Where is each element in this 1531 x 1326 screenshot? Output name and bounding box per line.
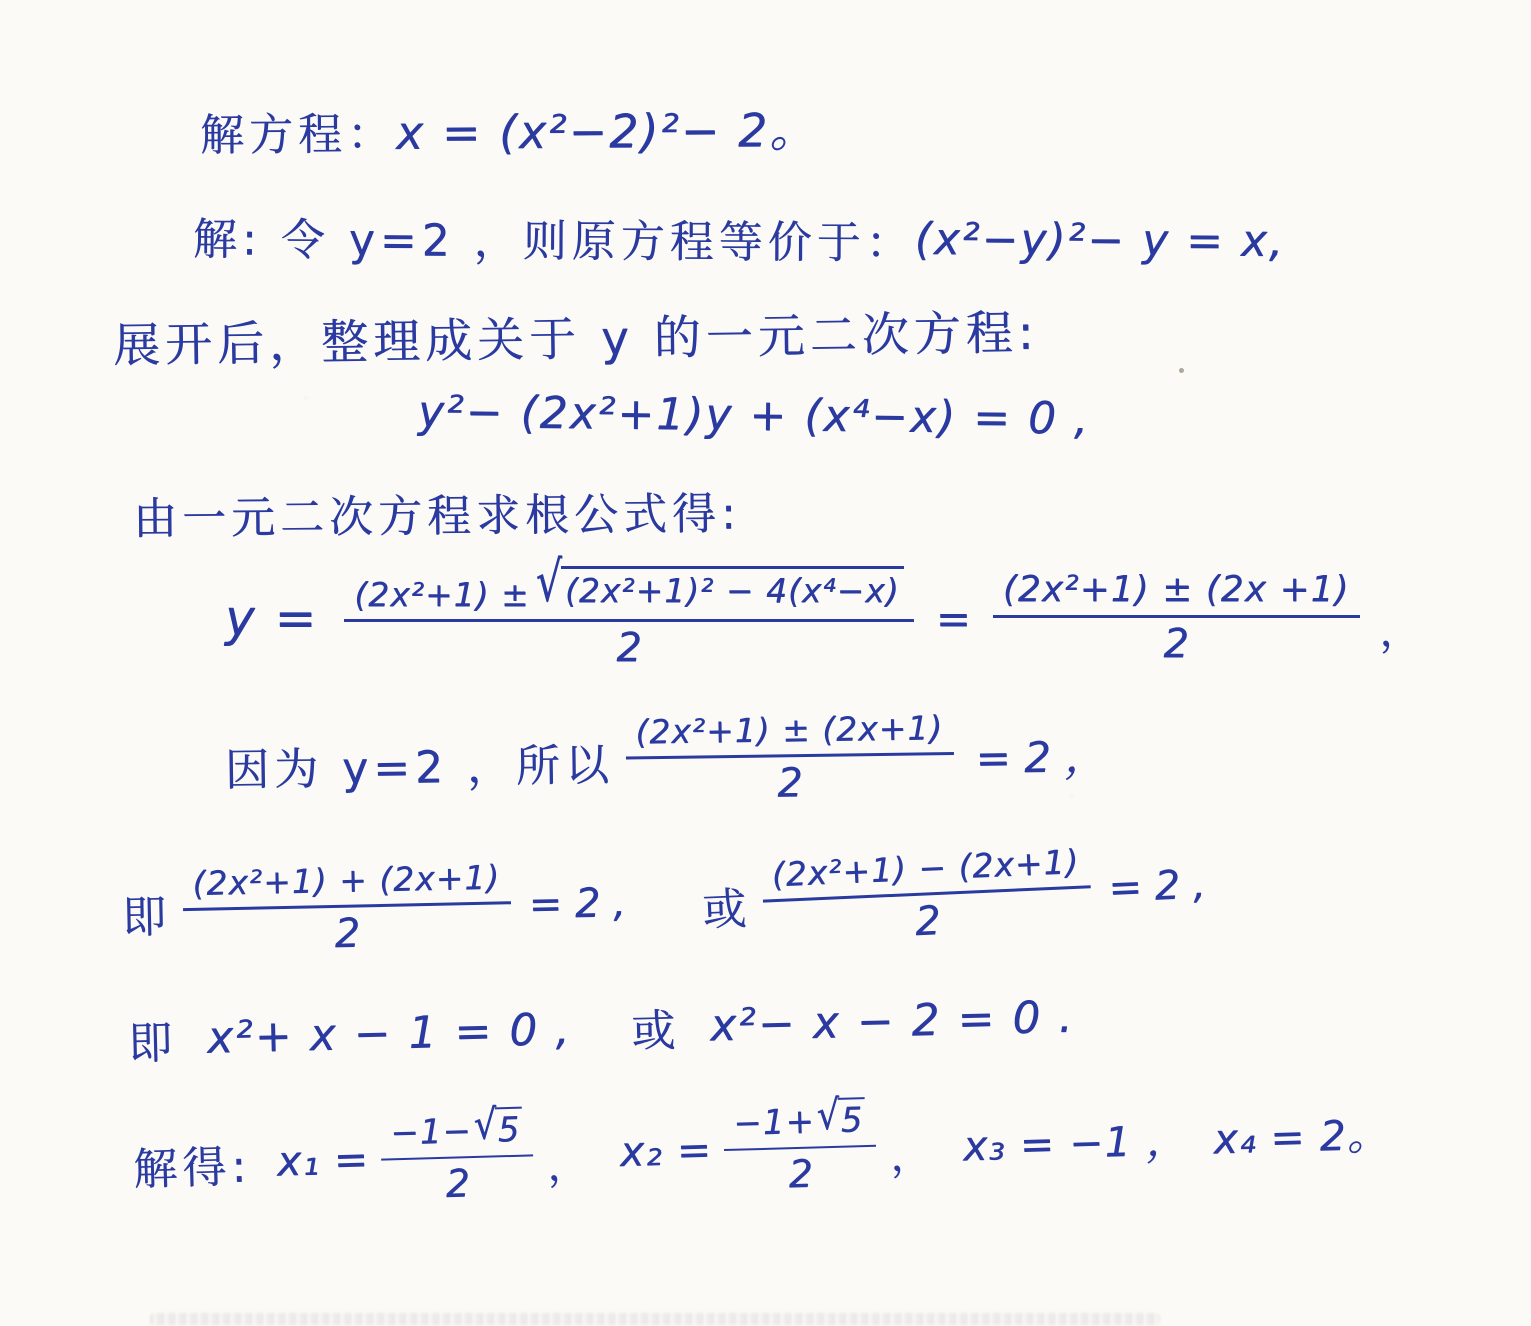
line10-radicand-5: 5 bbox=[838, 1097, 866, 1141]
line6-frac2-numerator: (2x²+1) ± (2x +1) bbox=[993, 569, 1360, 618]
line6-num1-prefix: (2x²+1) ± bbox=[354, 574, 530, 614]
line8-or-label: 或 bbox=[701, 883, 753, 937]
line8-frac2-denominator: 2 bbox=[913, 897, 942, 945]
line6-frac2-denominator: 2 bbox=[1163, 621, 1189, 667]
line8-second-case bbox=[630, 836, 1213, 957]
line4-equation: y²− (2x²+1)y + (x⁴−x) = 0 , bbox=[417, 386, 1091, 445]
line7-denominator: 2 bbox=[777, 760, 804, 807]
line10-radicand-5: 5 bbox=[495, 1106, 523, 1150]
line8-frac2-numerator: (2x²+1) − (2x+1) bbox=[761, 841, 1090, 902]
line9-equation-1: x²+ x − 1 = 0 , bbox=[206, 1003, 572, 1064]
line10-frac2-numerator bbox=[723, 1091, 876, 1150]
paper-speck bbox=[1179, 368, 1184, 373]
line10-x4: x₄ = 2。 bbox=[1212, 1109, 1390, 1163]
line2-equation: (x²−y)²− y = x, bbox=[914, 213, 1286, 267]
radical-symbol-icon: √ bbox=[535, 548, 563, 614]
line1-label: 解方程： bbox=[199, 108, 397, 162]
line10-frac1-numerator bbox=[380, 1100, 533, 1160]
line10-comma-1: ， bbox=[546, 1142, 593, 1190]
line7-equals-2: = 2 ， bbox=[975, 731, 1107, 783]
line10-num2-prefix: −1+ bbox=[732, 1100, 816, 1144]
line-2-substitution bbox=[193, 203, 1285, 273]
line7-numerator: (2x²+1) ± (2x+1) bbox=[625, 708, 953, 760]
line6-fraction-with-radical bbox=[344, 548, 913, 671]
line9-lead-ji: 即 bbox=[127, 1017, 178, 1070]
radical-symbol-icon: √ bbox=[473, 1100, 499, 1149]
line5-text: 由一元二次方程求根公式得: bbox=[132, 488, 742, 545]
line-9-two-quadratics bbox=[127, 984, 1075, 1071]
line8-frac1-denominator: 2 bbox=[334, 910, 361, 957]
line3-text: 展开后，整理成关于 y 的一元二次方程: bbox=[112, 305, 1039, 374]
line10-fraction-x2 bbox=[723, 1091, 878, 1197]
line-6-quadratic-formula bbox=[225, 548, 1425, 688]
line8-frac1-numerator: (2x²+1) + (2x+1) bbox=[182, 857, 511, 911]
line10-x2: x₂ = bbox=[619, 1125, 713, 1176]
line-8-two-cases-fractions bbox=[121, 831, 1213, 974]
line6-radicand: (2x²+1)² − 4(x⁴−x) bbox=[561, 566, 904, 610]
line-7-since-y-equals-2 bbox=[224, 694, 1107, 826]
line-3-expand-note bbox=[113, 296, 1039, 376]
radical bbox=[535, 548, 904, 614]
line7-label: 因为 y=2 ，所以 bbox=[224, 739, 615, 797]
line10-num1-prefix: −1− bbox=[389, 1110, 473, 1153]
line10-frac2-denominator: 2 bbox=[788, 1151, 814, 1196]
line8-equals-2-first: = 2 , bbox=[528, 879, 627, 928]
line8-lead-ji: 即 bbox=[121, 891, 172, 944]
line-10-solutions bbox=[132, 1070, 1391, 1225]
line1-equation: x = (x²−2)²− 2。 bbox=[395, 102, 818, 160]
line6-comma: ， bbox=[1379, 608, 1425, 655]
line8-equals-2-second: = 2 , bbox=[1107, 861, 1207, 912]
line-4-quadratic-in-y bbox=[418, 386, 1090, 444]
line6-frac1-denominator: 2 bbox=[616, 624, 642, 671]
line6-lhs: y = bbox=[225, 589, 319, 647]
line10-fraction-x1 bbox=[380, 1100, 535, 1207]
line8-fraction-minus bbox=[761, 841, 1093, 951]
line9-or-label: 或 bbox=[630, 1005, 681, 1058]
line10-label: 解得: bbox=[132, 1141, 252, 1196]
line9-equation-2: x²− x − 2 = 0 . bbox=[709, 990, 1075, 1051]
line6-simplified-fraction bbox=[993, 569, 1360, 667]
radical-symbol-icon: √ bbox=[816, 1091, 842, 1139]
radical-small bbox=[816, 1091, 866, 1141]
radical-small bbox=[473, 1100, 523, 1150]
line-5-quadratic-formula-note bbox=[133, 477, 741, 546]
line6-frac1-numerator bbox=[344, 548, 913, 622]
line6-equals-sign: = bbox=[935, 593, 971, 643]
line2-label: 解: 令 y=2 ，则原方程等价于： bbox=[192, 214, 915, 269]
line10-x3: x₃ = −1 ， bbox=[962, 1115, 1189, 1170]
line10-x1: x₁ = bbox=[276, 1134, 370, 1186]
line-1-problem-statement bbox=[200, 94, 818, 164]
line10-comma-2: ， bbox=[889, 1132, 936, 1180]
line10-frac1-denominator: 2 bbox=[445, 1160, 471, 1206]
line8-fraction-plus bbox=[182, 857, 512, 960]
page-bottom-edge-artifact bbox=[150, 1313, 1160, 1325]
line7-fraction bbox=[625, 708, 954, 809]
